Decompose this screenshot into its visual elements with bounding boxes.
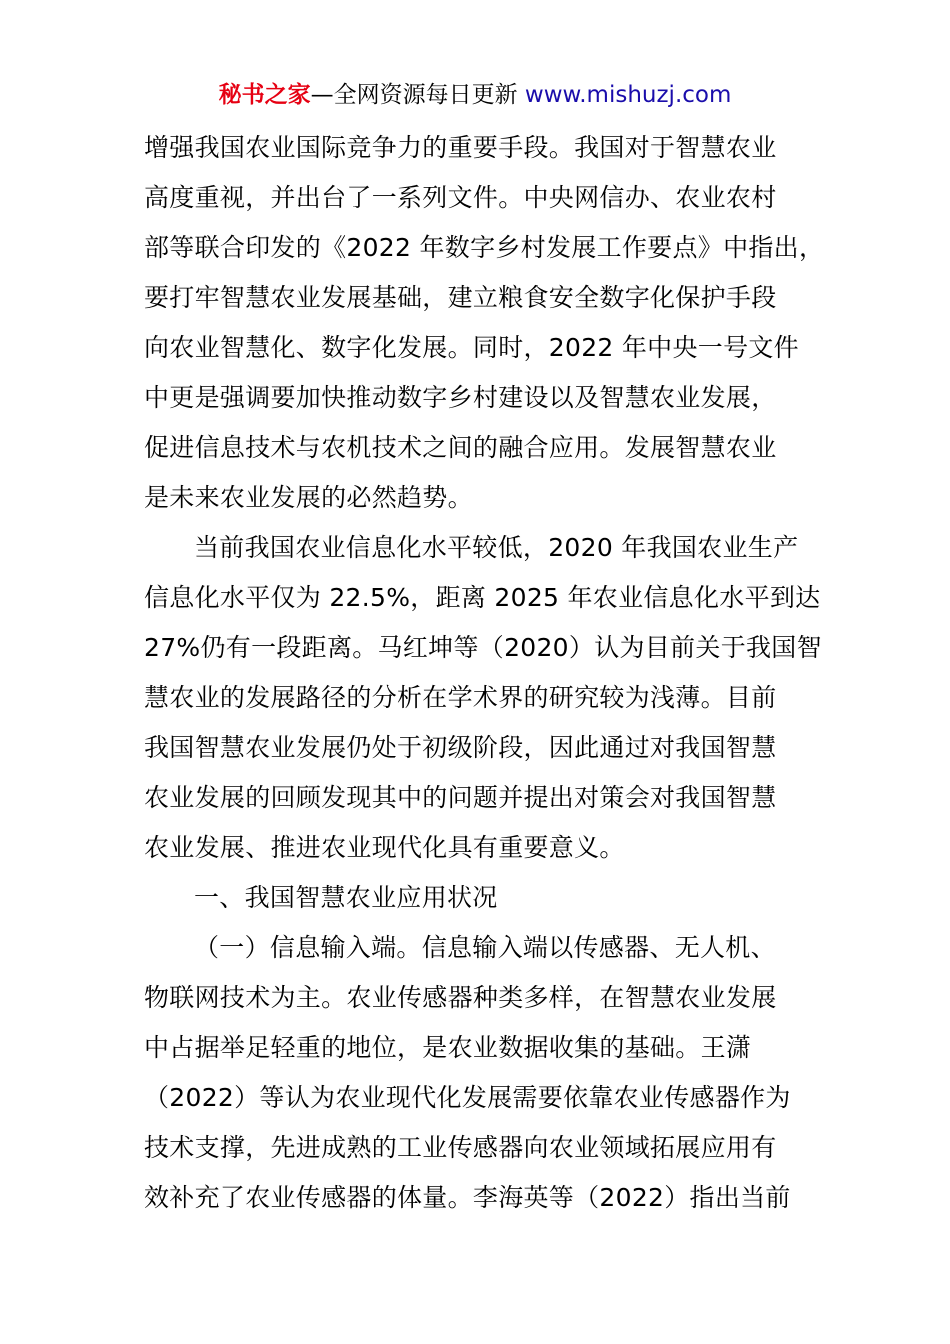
body-line-9: 当前我国农业信息化水平较低，2020 年我国农业生产 [194, 533, 799, 562]
body-line-13: 我国智慧农业发展仍处于初级阶段，因此通过对我国智慧 [144, 733, 777, 762]
site-tagline: —全网资源每日更新 [310, 82, 525, 108]
body-line-14: 农业发展的回顾发现其中的问题并提出对策会对我国智慧 [144, 783, 777, 812]
body-line-21: 技术支撑，先进成熟的工业传感器向农业领域拓展应用有 [144, 1133, 777, 1162]
body-line-20: （2022）等认为农业现代化发展需要依靠农业传感器作为 [144, 1083, 791, 1112]
section-heading: 一、我国智慧农业应用状况 [194, 883, 498, 912]
body-line-3: 部等联合印发的《2022 年数字乡村发展工作要点》中指出， [144, 233, 825, 262]
body-line-17: （一）信息输入端。信息输入端以传感器、无人机、 [194, 933, 776, 962]
body-line-7: 促进信息技术与农机技术之间的融合应用。发展智慧农业 [144, 433, 777, 462]
body-line-1: 增强我国农业国际竞争力的重要手段。我国对于智慧农业 [144, 133, 777, 162]
body-line-4: 要打牢智慧农业发展基础，建立粮食安全数字化保护手段 [144, 283, 777, 312]
site-url-link[interactable]: www.mishuzj.com [524, 82, 732, 108]
body-line-15: 农业发展、推进农业现代化具有重要意义。 [144, 833, 625, 862]
body-line-22: 效补充了农业传感器的体量。李海英等（2022）指出当前 [144, 1183, 791, 1212]
body-line-12: 慧农业的发展路径的分析在学术界的研究较为浅薄。目前 [144, 683, 777, 712]
body-line-2: 高度重视，并出台了一系列文件。中央网信办、农业农村 [144, 183, 777, 212]
body-line-5: 向农业智慧化、数字化发展。同时，2022 年中央一号文件 [144, 333, 799, 362]
body-line-8: 是未来农业发展的必然趋势。 [144, 483, 473, 512]
body-line-18: 物联网技术为主。农业传感器种类多样，在智慧农业发展 [144, 983, 777, 1012]
body-line-19: 中占据举足轻重的地位，是农业数据收集的基础。王潇 [144, 1033, 752, 1062]
body-line-11: 27%仍有一段距离。马红坤等（2020）认为目前关于我国智 [144, 633, 822, 662]
body-line-6: 中更是强调要加快推动数字乡村建设以及智慧农业发展， [144, 383, 777, 412]
body-line-10: 信息化水平仅为 22.5%，距离 2025 年农业信息化水平到达 [144, 583, 821, 612]
site-header [0, 78, 950, 112]
site-brand: 秘书之家 [218, 82, 311, 108]
